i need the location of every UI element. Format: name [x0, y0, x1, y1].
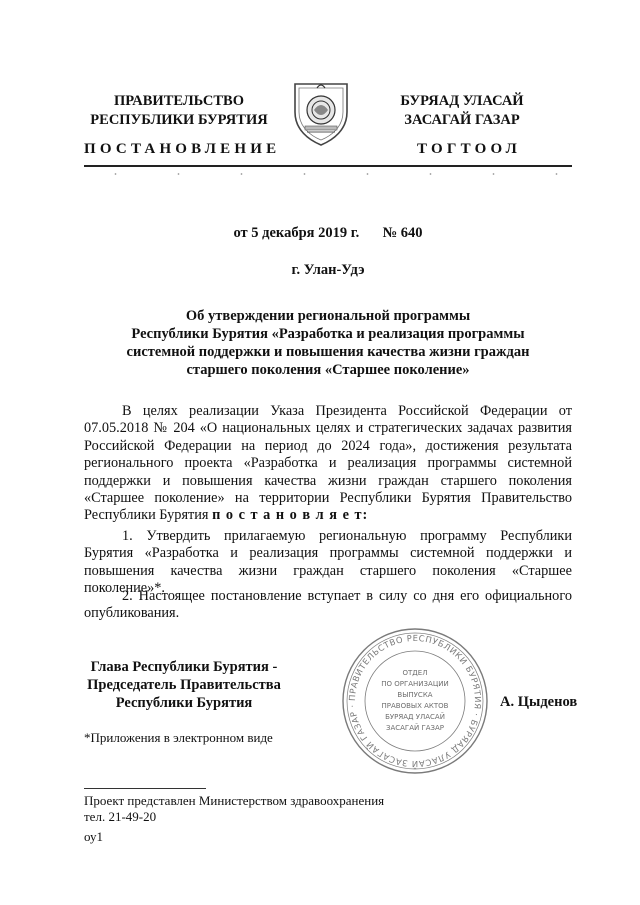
- attachments-footnote: *Приложения в электронном виде: [84, 730, 273, 745]
- date-number-line: [84, 225, 572, 242]
- document-title: [84, 307, 572, 379]
- position-line-3: Республики Бурятия: [115, 695, 253, 711]
- stamp-center-line: ПО ОРГАНИЗАЦИИ: [381, 680, 449, 688]
- preamble-paragraph: [84, 403, 572, 525]
- official-stamp: [340, 626, 490, 776]
- footer-line-2: тел. 21-49-20: [84, 809, 157, 824]
- position-line-2: Председатель Правительства: [87, 677, 281, 693]
- signatory-position: [84, 658, 284, 712]
- title-line-4: старшего поколения «Старшее поколение»: [186, 362, 470, 378]
- document-city: г. Улан-Удэ: [291, 262, 365, 278]
- item-1-paragraph: 1. Утвердить прилагаемую региональную программу Республики Бурятия «Разработка и реализация программы системной поддержки и повышения качества жизни граждан старшего поколения «Старшее поколение»*.: [84, 528, 572, 597]
- issuer-left-line2: РЕСПУБЛИКИ БУРЯТИЯ: [90, 112, 268, 128]
- document-date: от 5 декабря 2019 г.: [233, 225, 360, 241]
- doc-type-right: ТОГТООЛ: [417, 141, 521, 157]
- stamp-center-line: ВЫПУСКА: [397, 691, 433, 699]
- header-rule: [84, 165, 572, 167]
- issuer-right-line1: БУРЯАД УЛАСАЙ: [400, 93, 524, 109]
- title-line-3: системной поддержки и повышения качества жизни граждан: [126, 344, 530, 360]
- preamble-text: В целях реализации Указа Президента Российской Федерации от 07.05.2018 № 204 «О национальных целях и стратегических задачах развития Российской Федерации на период до 2024 года», достижения результата регионального проекта «Разработка и реализация программы системной поддержки и повышения качества жизни граждан старшего поколения «Старшее поколение» на территории Республики Бурятия Правительство Республики Бурятия: [84, 403, 572, 524]
- stamp-center-line: БУРЯАД УЛАСАЙ: [385, 713, 445, 721]
- document-number: № 640: [382, 225, 423, 241]
- footer-info: [84, 793, 384, 845]
- footer-divider: [84, 788, 206, 789]
- issuer-right-line2: ЗАСАГАЙ ГАЗАР: [404, 112, 520, 128]
- stamp-center-line: ЗАСАГАЙ ГАЗАР: [385, 724, 445, 732]
- stamp-ring-text: ПРАВИТЕЛЬСТВО РЕСПУБЛИКИ БУРЯТИЯ · БУРЯАД УЛАСАЙ ЗАСАГАЙ ГАЗАР ·: [346, 632, 484, 770]
- signatory-name: А. Цыденов: [500, 694, 578, 710]
- footer-line-3: оу1: [84, 829, 104, 844]
- stamp-center-line: ПРАВОВЫХ АКТОВ: [381, 702, 449, 710]
- item-2-paragraph: 2. Настоящее постановление вступает в силу со дня его официального опубликования.: [84, 588, 572, 622]
- coat-of-arms-icon: [289, 78, 353, 148]
- footer-line-1: Проект представлен Министерством здравоохранения: [84, 793, 385, 808]
- issuer-left: [84, 92, 274, 130]
- stamp-center-line: ОТДЕЛ: [402, 669, 428, 677]
- doc-type-left: ПОСТАНОВЛЕНИЕ: [84, 141, 281, 157]
- title-line-2: Республики Бурятия «Разработка и реализация программы: [131, 326, 525, 342]
- header-dotted-rule: [84, 172, 572, 176]
- issuer-right: [367, 92, 557, 130]
- position-line-1: Глава Республики Бурятия -: [90, 659, 278, 675]
- issuer-left-line1: ПРАВИТЕЛЬСТВО: [114, 93, 244, 109]
- title-line-1: Об утверждении региональной программы: [185, 308, 471, 324]
- decree-word: п о с т а н о в л я е т:: [212, 507, 369, 524]
